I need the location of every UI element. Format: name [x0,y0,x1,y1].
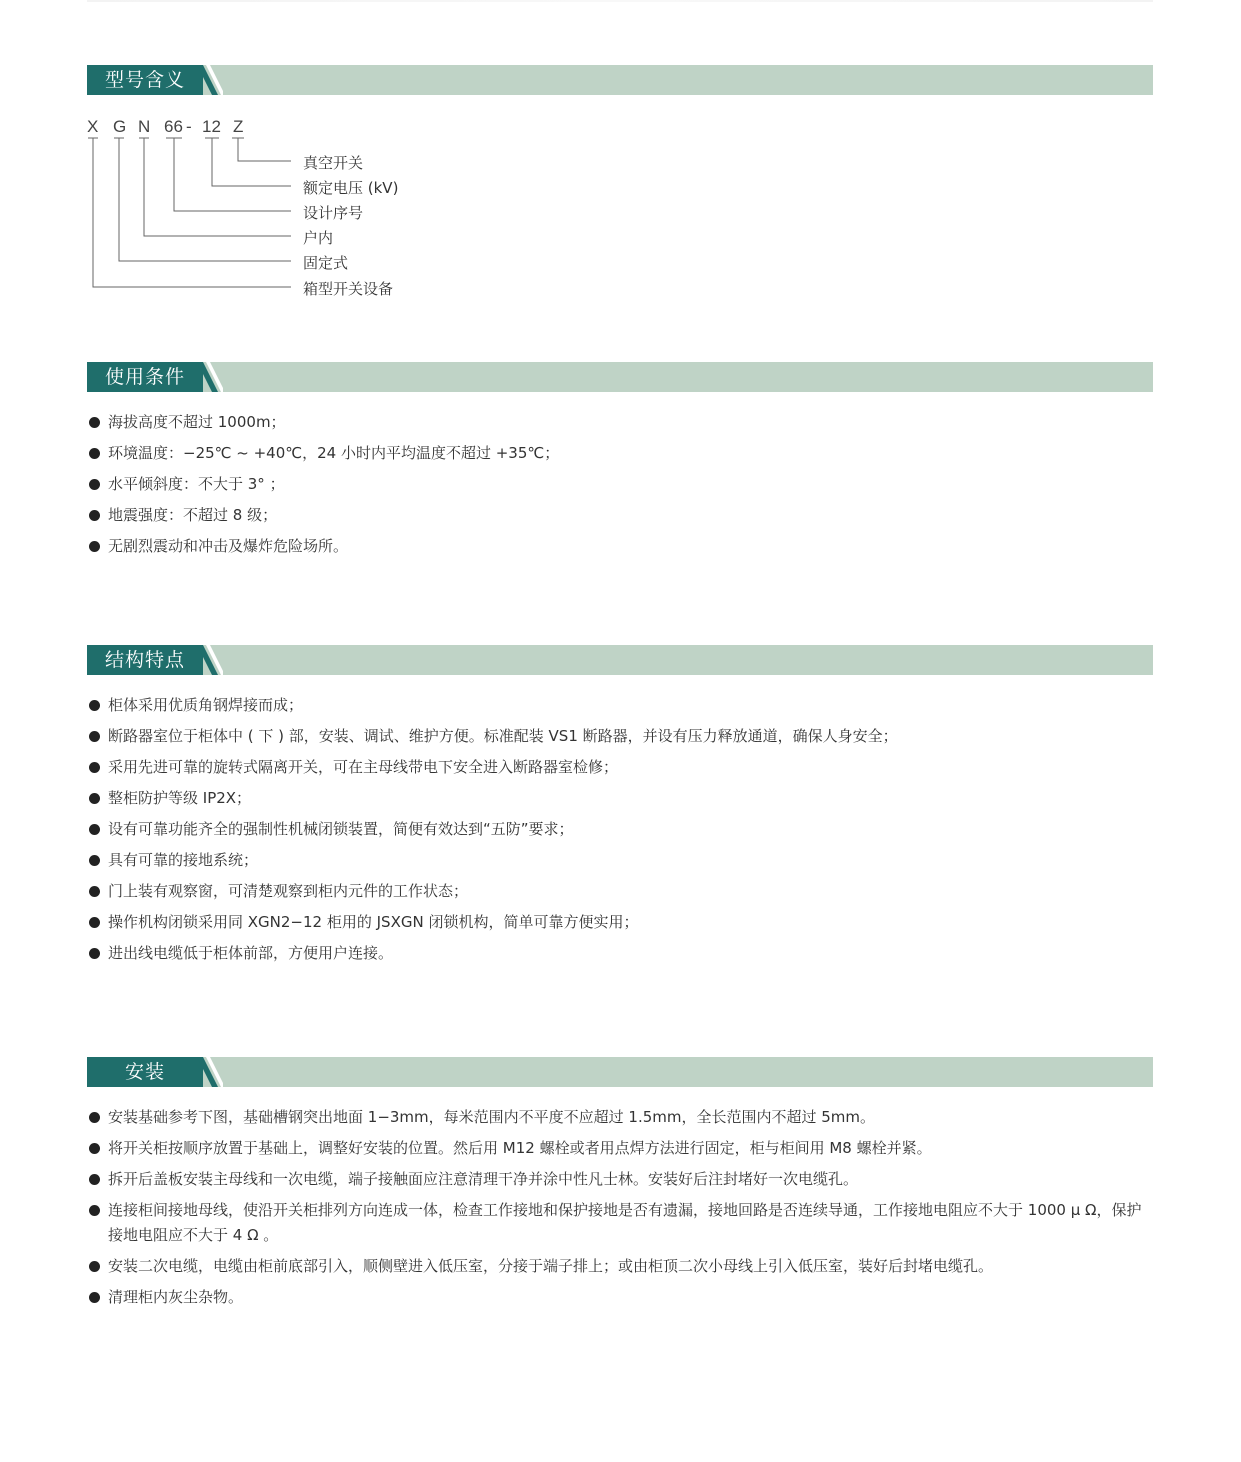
bullet-dot-icon [89,1143,100,1154]
header-bar [87,645,1153,675]
model-code-diagram [87,115,487,315]
bullet-dot-icon [89,948,100,959]
list-item: 水平倾斜度：不大于 3° ； [89,472,1149,497]
bullet-dot-icon [89,510,100,521]
conditions-list [89,410,1149,565]
list-item: 无剧烈震动和冲击及爆炸危险场所。 [89,534,1149,559]
list-item: 具有可靠的接地系统； [89,848,1149,873]
list-item: 安装二次电缆，电缆由柜前底部引入，顺侧壁进入低压室，分接于端子排上；或由柜顶二次小母线上引入低压室，装好后封堵电缆孔。 [89,1254,1149,1279]
install-list [89,1105,1149,1316]
list-item: 海拔高度不超过 1000m； [89,410,1149,435]
code-label-box-switchgear: 箱型开关设备 [303,280,394,298]
list-item: 操作机构闭锁采用同 XGN2−12 柜用的 JSXGN 闭锁机构，简单可靠方便实用； [89,910,1149,935]
list-item: 柜体采用优质角钢焊接而成； [89,693,1149,718]
code-label-indoor: 户内 [303,229,334,247]
bullet-dot-icon [89,448,100,459]
bullet-dot-icon [89,762,100,773]
code-number-66: 66 [164,117,183,136]
bullet-dot-icon [89,731,100,742]
section-title: 型号含义 [87,65,203,95]
bullet-dot-icon [89,417,100,428]
code-letter-g: G [113,117,127,136]
header-bar [87,1057,1153,1087]
bullet-dot-icon [89,1261,100,1272]
section-header-conditions [87,362,1153,392]
bullet-dot-icon [89,1292,100,1303]
code-label-rated-voltage: 额定电压 (kV) [303,179,399,197]
bullet-dot-icon [89,824,100,835]
list-item: 连接柜间接地母线，使沿开关柜排列方向连成一体，检查工作接地和保护接地是否有遗漏，接地回路是否连续导通，工作接地电阻应不大于 1000 μ Ω，保护接地电阻应不大于 4 Ω 。 [89,1198,1149,1248]
list-item: 进出线电缆低于柜体前部，方便用户连接。 [89,941,1149,966]
section-title: 结构特点 [87,645,203,675]
list-item: 门上装有观察窗，可清楚观察到柜内元件的工作状态； [89,879,1149,904]
code-connector-lines [87,115,487,315]
list-item: 整柜防护等级 IP2X； [89,786,1149,811]
list-item: 地震强度：不超过 8 级； [89,503,1149,528]
list-item: 设有可靠功能齐全的强制性机械闭锁装置，简便有效达到“五防”要求； [89,817,1149,842]
bullet-dot-icon [89,886,100,897]
list-item: 安装基础参考下图，基础槽钢突出地面 1−3mm，每米范围内不平度不应超过 1.5mm，全长范围内不超过 5mm。 [89,1105,1149,1130]
slash-decoration-icon [197,645,223,675]
list-item: 环境温度：−25℃ ~ +40℃，24 小时内平均温度不超过 +35℃； [89,441,1149,466]
bullet-dot-icon [89,855,100,866]
list-item: 清理柜内灰尘杂物。 [89,1285,1149,1310]
slash-decoration-icon [197,1057,223,1087]
features-list [89,693,1149,972]
section-header-install [87,1057,1153,1087]
code-letter-z: Z [233,117,244,136]
bullet-dot-icon [89,479,100,490]
bullet-dot-icon [89,793,100,804]
section-header-model [87,65,1153,95]
code-label-design-serial: 设计序号 [303,204,364,222]
slash-decoration-icon [197,362,223,392]
code-label-vacuum-switch: 真空开关 [303,154,364,172]
code-label-fixed: 固定式 [303,254,349,272]
bullet-dot-icon [89,917,100,928]
bullet-dot-icon [89,700,100,711]
section-title: 安装 [87,1057,203,1087]
header-bar [87,362,1153,392]
bullet-dot-icon [89,1174,100,1185]
bullet-dot-icon [89,541,100,552]
header-bar [87,65,1153,95]
code-number-12: 12 [202,117,221,136]
code-letter-x: X [87,117,99,136]
list-item: 采用先进可靠的旋转式隔离开关，可在主母线带电下安全进入断路器室检修； [89,755,1149,780]
bullet-dot-icon [89,1205,100,1216]
list-item: 拆开后盖板安装主母线和一次电缆，端子接触面应注意清理干净并涂中性凡士林。安装好后注封堵好一次电缆孔。 [89,1167,1149,1192]
code-letter-n: N [138,117,151,136]
slash-decoration-icon [197,65,223,95]
section-title: 使用条件 [87,362,203,392]
bullet-dot-icon [89,1112,100,1123]
code-dash: - [186,117,192,136]
list-item: 将开关柜按顺序放置于基础上，调整好安装的位置。然后用 M12 螺栓或者用点焊方法进行固定，柜与柜间用 M8 螺栓并紧。 [89,1136,1149,1161]
top-divider [87,0,1153,2]
section-header-features [87,645,1153,675]
list-item: 断路器室位于柜体中 ( 下 ) 部，安装、调试、维护方便。标准配装 VS1 断路器，并设有压力释放通道，确保人身安全； [89,724,1149,749]
